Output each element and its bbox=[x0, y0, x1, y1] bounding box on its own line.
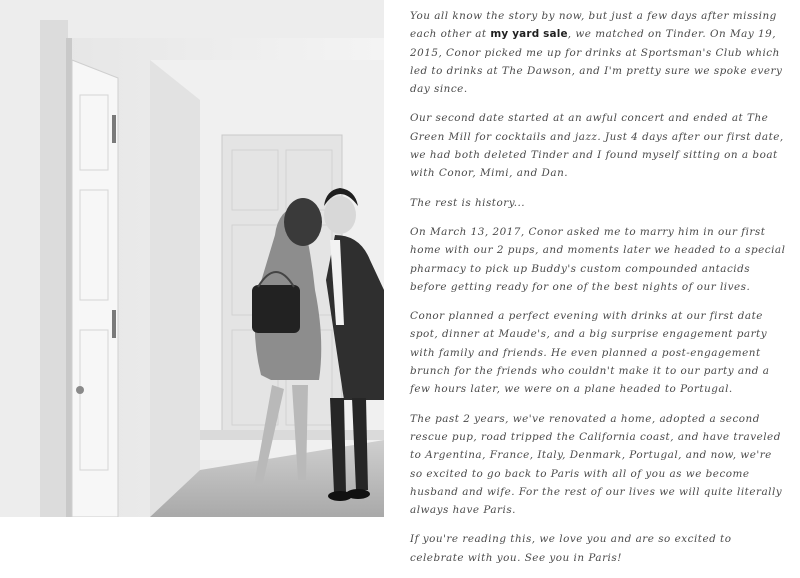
story-paragraph-3: The rest is history... bbox=[410, 196, 526, 209]
story-paragraph-6: The past 2 years, we've renovated a home, adopted a second rescue pup, road tripped the California coast, and have traveled to Argentina, France, Italy, Denmark, Portugal, and now, we're so excited to go back to Paris with all of you as we become husband and wife. For the rest of our lives we will quite literally always have Paris. bbox=[410, 412, 783, 517]
engagement-photo-illustration bbox=[0, 0, 384, 517]
story-p1-before: You all know the story by now, but just a few days after missing each other at bbox=[410, 10, 777, 41]
story-paragraph-7: If you're reading this, we love you and are so excited to celebrate with you. See you in Paris! bbox=[410, 533, 732, 564]
story-paragraph-2: Our second date started at an awful concert and ended at The Green Mill for cocktails and jazz. Just 4 days after our first date, we had both deleted Tinder and I found myself sitting on a boat with Conor, Mimi, and Dan. bbox=[410, 112, 784, 180]
story-paragraph-5: Conor planned a perfect evening with drinks at our first date spot, dinner at Maude's, and a big surprise engagement party with family and friends. He even planned a post-engagement brunch for the friends who couldn't make it to our party and a few hours later, we were on a plane headed to Portugal. bbox=[410, 310, 770, 396]
story-paragraph-4: On March 13, 2017, Conor asked me to marry him in our first home with our 2 pups, and moments later we headed to a special pharmacy to pick up Buddy's custom compounded antacids before getting ready for one of the best nights of our lives. bbox=[410, 225, 786, 293]
engagement-photo bbox=[0, 0, 384, 517]
yard-sale-highlight: my yard sale bbox=[490, 28, 568, 41]
story-paragraph-1 bbox=[410, 7, 788, 98]
story-p1-after: , we matched on Tinder. On May 19, 2015, Conor picked me up for drinks at Sportsman's Club which led to drinks at The Dawson, and I'm pretty sure we spoke every day since. bbox=[410, 28, 783, 96]
our-story bbox=[410, 7, 788, 578]
